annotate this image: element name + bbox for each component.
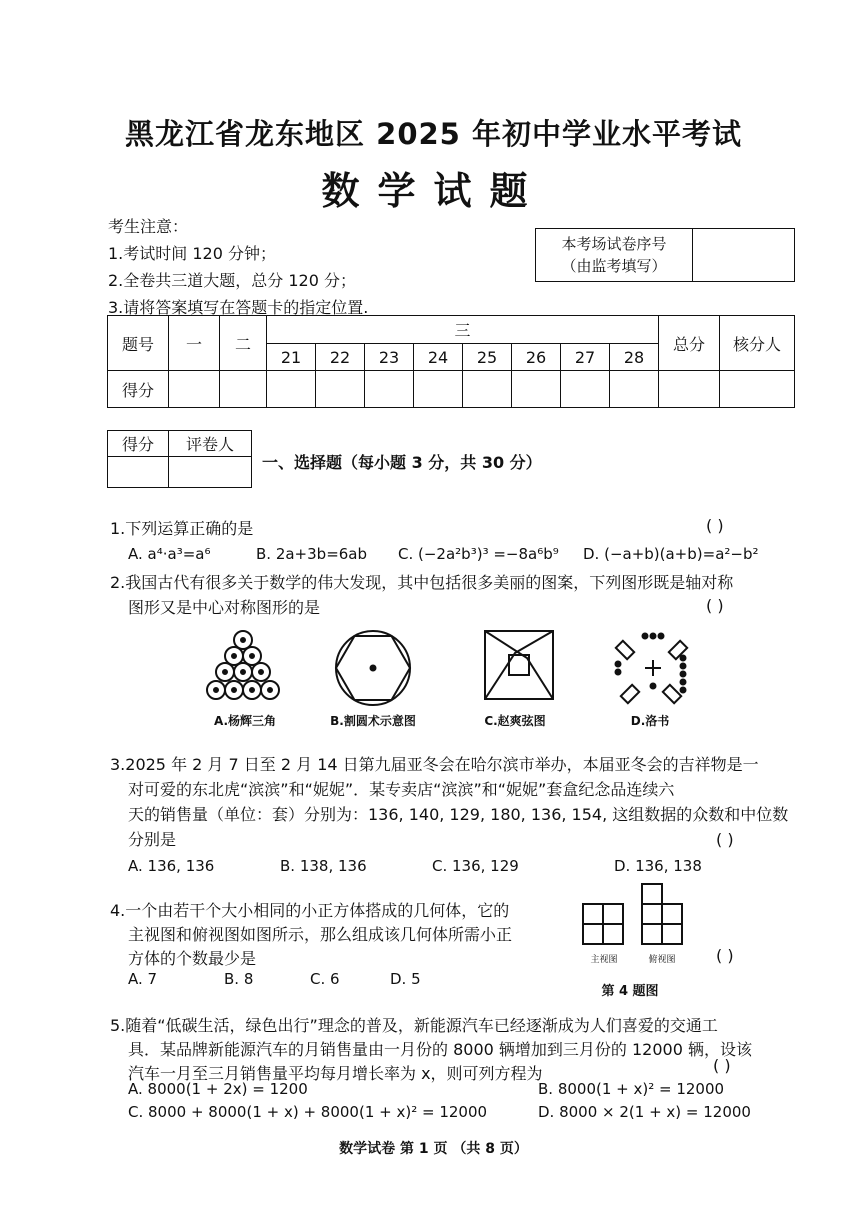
q4-views-figure [580,882,690,952]
score-cell[interactable] [267,371,316,408]
score-cell[interactable] [720,371,795,408]
q3-line3: 天的销售量（单位：套）分别为：136, 140, 129, 180, 136, 154, 这组数据的众数和中位数 [128,805,789,824]
q3-line2: 对可爱的东北虎“滨滨”和“妮妮”．某专卖店“滨滨”和“妮妮”套盒纪念品连续六 [128,780,675,799]
q2-answer-paren[interactable]: ( ) [706,596,724,615]
score-cell[interactable] [610,371,659,408]
notes-heading: 考生注意： [108,217,189,236]
exam-title: 黑龙江省龙东地区 2025 年初中学业水平考试 [125,117,742,151]
q4-line2: 主视图和俯视图如图所示，那么组成该几何体所需小正 [128,925,513,944]
q2-line1: 2.我国古代有很多关于数学的伟大发现，其中包括很多美丽的图案，下列图形既是轴对称 [110,573,734,592]
q3-option-a: A. 136, 136 [128,857,215,875]
score-cell[interactable] [169,371,220,408]
grader-score-cell[interactable] [108,457,169,488]
col-q26: 26 [512,344,561,371]
seat-box-line1: 本考场试卷序号 [561,235,667,253]
score-cell[interactable] [414,371,463,408]
q5-line1: 5.随着“低碳生活，绿色出行”理念的普及，新能源汽车已经逐渐成为人们喜爱的交通工 [110,1016,718,1035]
note-item: 3.请将答案填写在答题卡的指定位置. [108,298,369,317]
q4-figure-caption: 第 4 题图 [601,984,659,999]
page-footer: 数学试卷 第 1 页 （共 8 页） [339,1141,528,1157]
q3-line1: 3.2025 年 2 月 7 日至 2 月 14 日第九届亚冬会在哈尔滨市举办，本届亚冬会的吉祥物是一 [110,755,759,774]
q2-figures [205,628,785,710]
q2-caption-b: B.割圆术示意图 [330,714,416,728]
q1-answer-paren[interactable]: ( ) [706,516,724,535]
q1-option-d: D. (−a+b)(a+b)=a²−b² [583,545,759,563]
score-cell[interactable] [220,371,267,408]
q3-line4: 分别是 [128,830,177,849]
note-item: 2.全卷共三道大题，总分 120 分； [108,271,356,290]
row-label-score: 得分 [108,371,169,408]
q5-option-b: B. 8000(1 + x)² = 12000 [538,1080,725,1098]
grader-box [107,430,252,488]
col-q21: 21 [267,344,316,371]
q3-option-b: B. 138, 136 [280,857,367,875]
q3-option-d: D. 136, 138 [614,857,702,875]
score-cell[interactable] [463,371,512,408]
front-view-label: 主视图 [590,955,618,965]
q1-stem: 1.下列运算正确的是 [110,519,254,538]
grader-box-grader: 评卷人 [169,431,252,457]
q4-line1: 4.一个由若干个大小相同的小正方体搭成的几何体，它的 [110,901,510,920]
q2-caption-c: C.赵爽弦图 [484,714,546,728]
score-cell[interactable] [561,371,610,408]
q5-option-a: A. 8000(1 + 2x) = 1200 [128,1080,308,1098]
col-q28: 28 [610,344,659,371]
seat-box-line2: （由监考填写） [561,257,667,275]
q5-option-c: C. 8000 + 8000(1 + x) + 8000(1 + x)² = 12000 [128,1103,488,1121]
front-view-figure [583,904,623,944]
col-section-1: 一 [169,316,220,371]
yanghui-triangle-figure [207,631,279,699]
col-q22: 22 [316,344,365,371]
score-cell[interactable] [316,371,365,408]
col-section-2: 二 [220,316,267,371]
q4-option-a: A. 7 [128,970,158,988]
q3-option-c: C. 136, 129 [432,857,519,875]
score-cell[interactable] [659,371,720,408]
exam-subject: 数学试题 [321,169,546,213]
col-q27: 27 [561,344,610,371]
cutting-circle-figure [336,631,410,705]
q1-option-b: B. 2a+3b=6ab [256,545,368,563]
col-section-3: 三 [267,316,659,344]
top-view-label: 俯视图 [648,955,676,965]
top-view-figure [642,884,682,944]
seat-number-field[interactable] [693,229,795,282]
note-item: 1.考试时间 120 分钟； [108,244,276,263]
grader-box-score: 得分 [108,431,169,457]
col-q24: 24 [414,344,463,371]
q5-option-d: D. 8000 × 2(1 + x) = 12000 [538,1103,751,1121]
col-q23: 23 [365,344,414,371]
q2-caption-a: A.杨辉三角 [213,714,277,728]
section1-heading: 一、选择题（每小题 3 分，共 30 分） [262,453,542,472]
row-label-question: 题号 [108,316,169,371]
q5-answer-paren[interactable]: ( ) [713,1056,731,1075]
q4-option-b: B. 8 [224,970,254,988]
q3-answer-paren[interactable]: ( ) [716,830,734,849]
q4-line3: 方体的个数最少是 [128,949,257,968]
col-checker: 核分人 [720,316,795,371]
q1-option-c: C. (−2a²b³)³ =−8a⁶b⁹ [398,545,559,563]
q4-option-d: D. 5 [390,970,421,988]
q5-line3: 汽车一月至三月销售量平均每月增长率为 x，则可列方程为 [128,1064,543,1083]
grader-name-cell[interactable] [169,457,252,488]
q4-option-c: C. 6 [310,970,340,988]
seat-number-box [535,228,795,282]
q5-line2: 具．某品牌新能源汽车的月销售量由一月份的 8000 辆增加到三月份的 12000 辆，设该 [128,1040,752,1059]
col-total: 总分 [659,316,720,371]
q4-answer-paren[interactable]: ( ) [716,946,734,965]
score-cell[interactable] [512,371,561,408]
col-q25: 25 [463,344,512,371]
q2-line2: 图形又是中心对称图形的是 [128,598,321,617]
q1-option-a: A. a⁴·a³=a⁶ [128,545,211,563]
score-table [107,315,795,408]
q2-caption-d: D.洛书 [630,714,670,728]
luoshu-figure [616,634,688,704]
zhaoshuang-figure [485,631,553,699]
score-cell[interactable] [365,371,414,408]
